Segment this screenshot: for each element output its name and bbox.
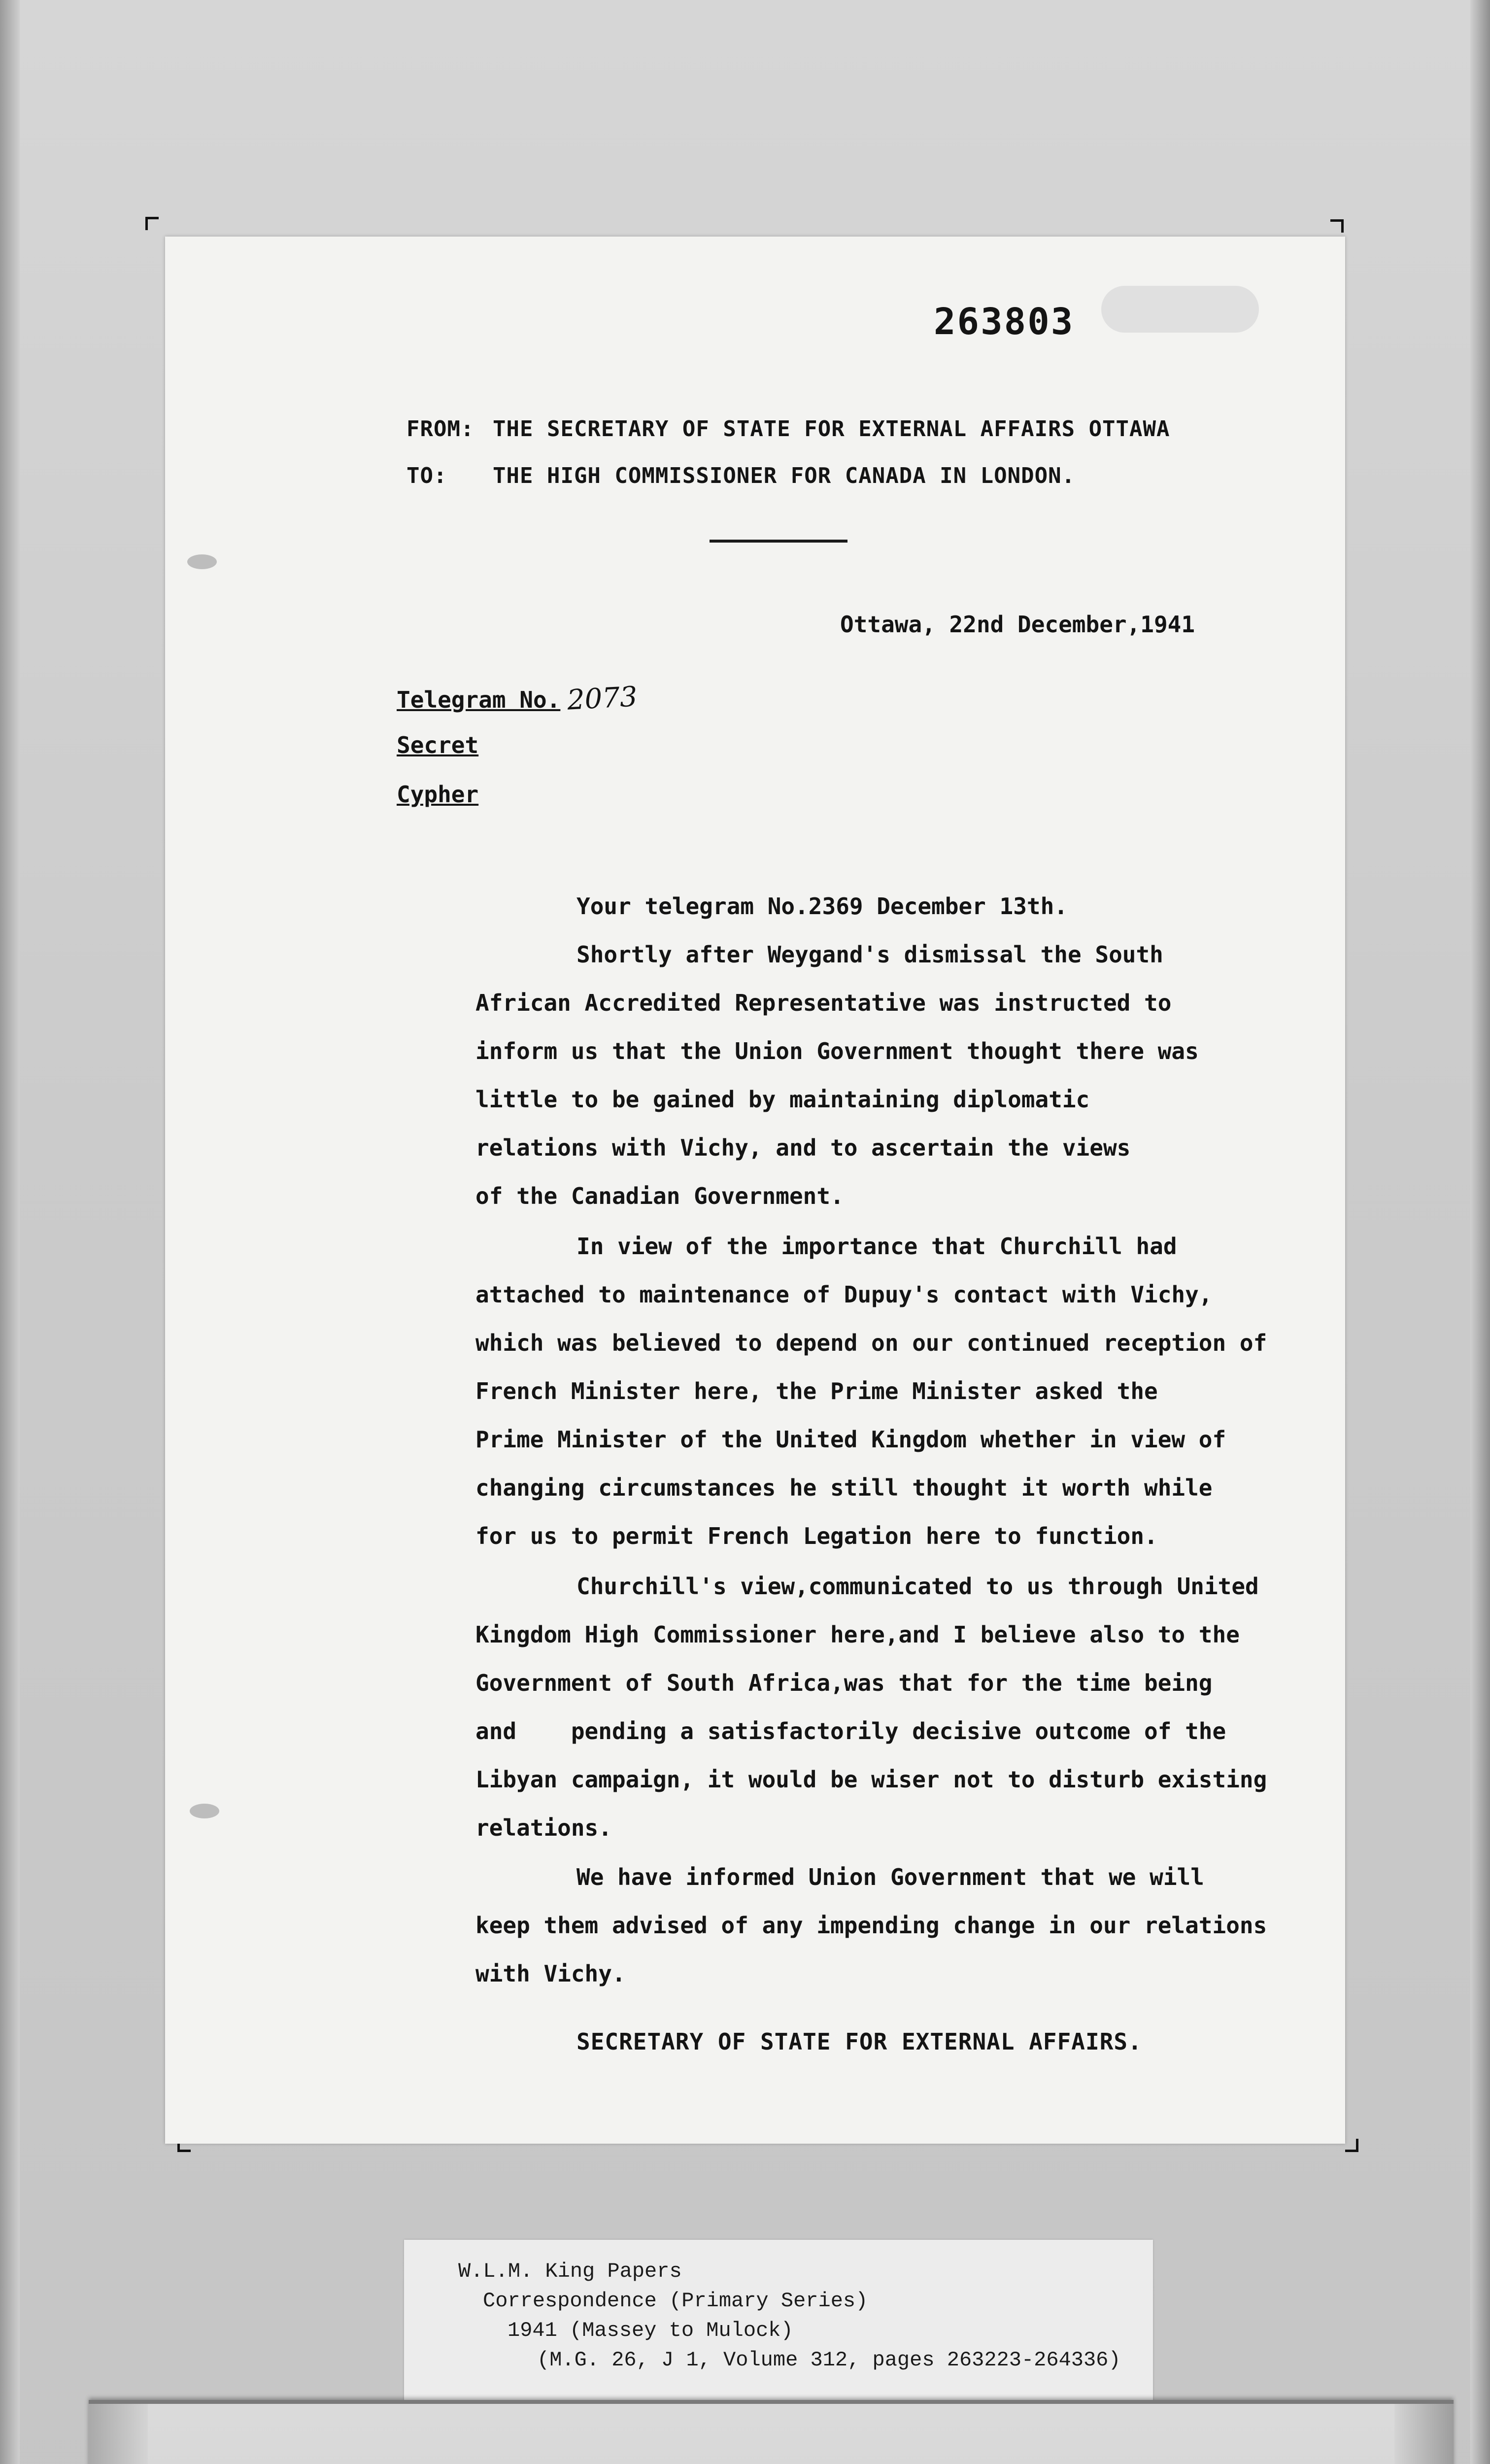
classification: Secret [397, 732, 479, 758]
punch-mark [190, 1804, 219, 1818]
to-value: THE HIGH COMMISSIONER FOR CANADA IN LONDON. [493, 463, 1076, 488]
film-edge-right [1470, 0, 1490, 2464]
body-paragraph-1 [475, 882, 1323, 930]
body-line: of the Canadian Government. [475, 1183, 844, 1209]
body-paragraph-3 [475, 1222, 1323, 1560]
body-line: with Vichy. [475, 1960, 626, 1987]
card-edge-right [1394, 2404, 1454, 2464]
stamp-smudge [1101, 286, 1259, 333]
body-line: Churchill's view,communicated to us through United [576, 1573, 1259, 1600]
transmission-method: Cypher [397, 781, 479, 808]
crop-mark-bottom-right [1345, 2139, 1358, 2152]
body-line: little to be gained by maintaining diplomatic [475, 1086, 1090, 1113]
card-edge-left [89, 2404, 148, 2464]
body-paragraph-2 [475, 930, 1323, 1220]
body-paragraph-4 [475, 1562, 1323, 1852]
body-line: Prime Minister of the United Kingdom whether in view of [475, 1426, 1226, 1453]
from-line [406, 416, 1170, 442]
crop-mark-top-right [1330, 219, 1344, 233]
reference-line-2: Correspondence (Primary Series) [483, 2289, 868, 2313]
telegram-number-line [397, 683, 638, 715]
telegram-page [165, 237, 1345, 2144]
signature-line: SECRETARY OF STATE FOR EXTERNAL AFFAIRS. [576, 2028, 1142, 2055]
header-divider [710, 540, 847, 543]
archives-card [89, 2400, 1454, 2464]
to-line [406, 463, 1075, 488]
from-value: THE SECRETARY OF STATE FOR EXTERNAL AFFAIRS OTTAWA [493, 416, 1170, 442]
collection-reference-label [404, 2240, 1153, 2410]
reference-line-1: W.L.M. King Papers [458, 2259, 682, 2283]
body-line: French Minister here, the Prime Minister asked the [475, 1378, 1158, 1404]
film-edge-left [0, 0, 20, 2464]
crop-mark-top-left [145, 217, 159, 230]
dateline: Ottawa, 22nd December,1941 [840, 611, 1195, 638]
from-label: FROM: [406, 416, 474, 442]
body-line: Kingdom High Commissioner here,and I believe also to the [475, 1621, 1240, 1648]
telegram-number-handwritten: 2073 [566, 681, 639, 717]
body-line: Your telegram No.2369 December 13th. [576, 893, 1068, 920]
body-line: relations. [475, 1814, 612, 1841]
body-line: changing circumstances he still thought it worth while [475, 1474, 1213, 1501]
body-line: and pending a satisfactorily decisive outcome of the [475, 1718, 1226, 1745]
body-line: for us to permit French Legation here to function. [475, 1523, 1158, 1549]
reference-line-3: 1941 (Massey to Mulock) [508, 2319, 793, 2342]
body-line: keep them advised of any impending change in our relations [475, 1912, 1267, 1939]
document-number: 263803 [934, 301, 1075, 343]
body-line: inform us that the Union Government thought there was [475, 1038, 1199, 1064]
body-paragraph-5 [475, 1853, 1323, 1998]
reference-line-4: (M.G. 26, J 1, Volume 312, pages 263223-264336) [537, 2348, 1121, 2372]
body-line: Libyan campaign, it would be wiser not to disturb existing [475, 1766, 1267, 1793]
body-line: relations with Vichy, and to ascertain the views [475, 1134, 1131, 1161]
body-line: which was believed to depend on our continued reception of [475, 1330, 1267, 1356]
telegram-label: Telegram No. [397, 686, 561, 713]
body-line: Government of South Africa,was that for the time being [475, 1670, 1213, 1696]
body-line: In view of the importance that Churchill had [576, 1233, 1177, 1260]
body-line: Shortly after Weygand's dismissal the South [576, 941, 1163, 968]
body-line: attached to maintenance of Dupuy's contact with Vichy, [475, 1281, 1213, 1308]
punch-mark [187, 554, 217, 569]
body-line: We have informed Union Government that we will [576, 1864, 1204, 1890]
to-label: TO: [406, 463, 447, 488]
body-line: African Accredited Representative was instructed to [475, 990, 1172, 1016]
